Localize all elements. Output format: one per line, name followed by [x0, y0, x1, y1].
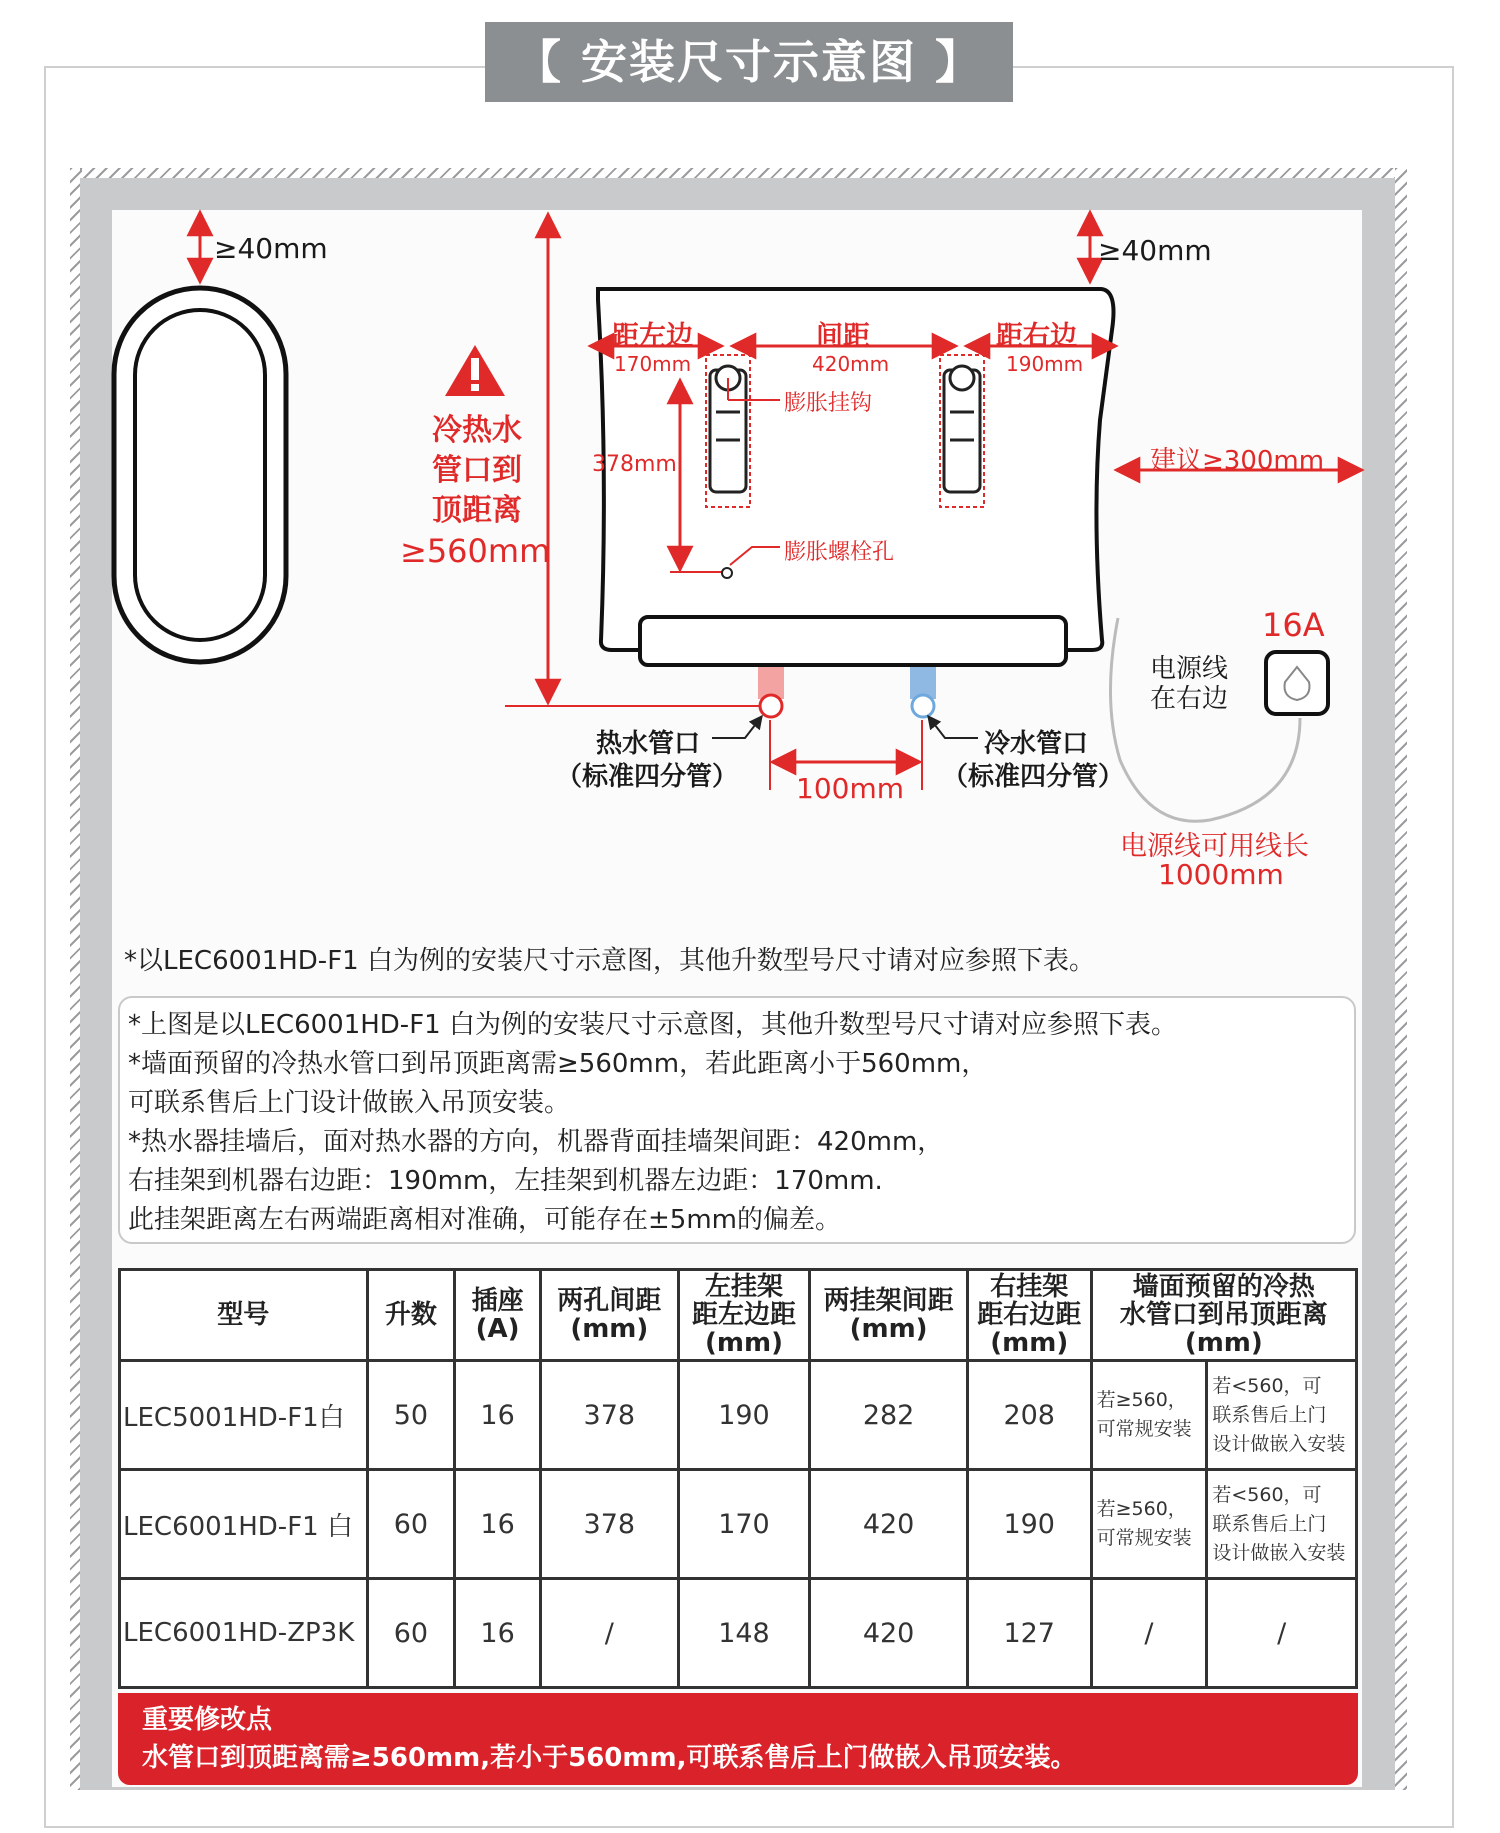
- cell-hanger-spacing: 282: [810, 1361, 968, 1470]
- cell-hole-spacing: 378: [540, 1361, 678, 1470]
- bolt-hole-label: 膨胀螺栓孔: [784, 540, 895, 565]
- pipe-spacing: 100mm: [796, 772, 904, 805]
- power-cord-side-2: 在右边: [1150, 684, 1229, 714]
- cell-left: 148: [678, 1579, 810, 1688]
- header-liters: 升数: [367, 1270, 455, 1361]
- note-line: *墙面预留的冷热水管口到吊顶距离需≥560mm，若此距离小于560mm，: [128, 1049, 988, 1079]
- cell-right: 190: [967, 1470, 1091, 1579]
- clearance-top-left: ≥40mm: [214, 232, 328, 265]
- cell-left: 190: [678, 1361, 810, 1470]
- cell-model: LEC5001HD-F1白: [120, 1361, 368, 1470]
- right-margin-value: 190mm: [1006, 352, 1084, 376]
- cell-hanger-spacing: 420: [810, 1470, 968, 1579]
- socket-rating: 16A: [1262, 606, 1325, 644]
- header-left: 左挂架 距左边距 (mm): [678, 1270, 810, 1361]
- cell-model: LEC6001HD-ZP3K: [120, 1579, 368, 1688]
- header-socket: 插座 (A): [455, 1270, 541, 1361]
- left-margin-value: 170mm: [614, 352, 692, 376]
- cell-socket: 16: [455, 1579, 541, 1688]
- spacing-value: 420mm: [812, 352, 890, 376]
- note-line: 右挂架到机器右边距：190mm，左挂架到机器左边距：170mm.: [128, 1166, 883, 1196]
- hot-pipe-label: 热水管口: [596, 729, 701, 759]
- table-row: [120, 1579, 1357, 1688]
- power-socket: [1266, 652, 1328, 714]
- pipe-ceiling-label-3: 顶距离: [432, 493, 522, 528]
- cell-socket: 16: [455, 1361, 541, 1470]
- diagram-caption: *以LEC6001HD-F1 白为例的安装尺寸示意图，其他升数型号尺寸请对应参照下表。: [124, 946, 1095, 976]
- cell-liters: 50: [367, 1361, 455, 1470]
- header-model: 型号: [120, 1270, 368, 1361]
- header-right: 右挂架 距右边距 (mm): [967, 1270, 1091, 1361]
- cell-ge-560: /: [1091, 1579, 1207, 1688]
- notice-text: 水管口到顶距离需≥560mm,若小于560mm,可联系售后上门做嵌入吊顶安装。: [142, 1743, 1077, 1773]
- cold-pipe-spec: （标准四分管）: [942, 762, 1125, 792]
- cell-hole-spacing: 378: [540, 1470, 678, 1579]
- important-notice: [118, 1693, 1358, 1785]
- notes-box: [118, 996, 1356, 1244]
- spec-table: [118, 1268, 1358, 1689]
- right-hanger: [940, 355, 984, 507]
- power-cord-side-1: 电源线: [1150, 654, 1229, 684]
- hot-pipe-pointer: [712, 716, 762, 738]
- table-row: [120, 1470, 1357, 1579]
- cell-ge-560: 若≥560， 可常规安装: [1091, 1470, 1207, 1579]
- cell-right: 208: [967, 1361, 1091, 1470]
- pipe-ceiling-value: ≥560mm: [400, 532, 551, 570]
- hot-pipe-spec: （标准四分管）: [556, 762, 739, 792]
- side-clearance: 建议≥300mm: [1150, 446, 1325, 476]
- header-ceiling: 墙面预留的冷热 水管口到吊顶距离 (mm): [1091, 1270, 1356, 1361]
- cell-lt-560: 若<560，可 联系售后上门 设计做嵌入安装: [1207, 1361, 1357, 1470]
- page-title: 【 安装尺寸示意图 】: [485, 22, 1013, 102]
- note-line: 可联系售后上门设计做嵌入吊顶安装。: [128, 1088, 571, 1118]
- cell-hanger-spacing: 420: [810, 1579, 968, 1688]
- note-line: *上图是以LEC6001HD-F1 白为例的安装尺寸示意图，其他升数型号尺寸请对应参照下表。: [128, 1010, 1177, 1040]
- left-margin-label: 距左边: [612, 321, 693, 352]
- cold-pipe-label: 冷水管口: [984, 729, 1089, 759]
- vertical-value: 378mm: [592, 452, 677, 477]
- cell-liters: 60: [367, 1470, 455, 1579]
- table-header-row: [120, 1270, 1357, 1361]
- cell-model: LEC6001HD-F1 白: [120, 1470, 368, 1579]
- cord-length-label: 电源线可用线长: [1120, 831, 1309, 862]
- right-margin-label: 距右边: [996, 321, 1077, 352]
- header-hanger-spacing: 两挂架间距 (mm): [810, 1270, 968, 1361]
- header-hole-spacing: 两孔间距 (mm): [540, 1270, 678, 1361]
- cell-liters: 60: [367, 1579, 455, 1688]
- ceiling-vent: [114, 288, 286, 662]
- pipe-ceiling-label-1: 冷热水: [432, 413, 522, 448]
- cell-hole-spacing: /: [540, 1579, 678, 1688]
- spacing-label: 间距: [816, 321, 870, 352]
- cell-ge-560: 若≥560， 可常规安装: [1091, 1361, 1207, 1470]
- pipe-ceiling-label-2: 管口到: [432, 453, 522, 488]
- cord-length-value: 1000mm: [1158, 858, 1284, 891]
- cold-pipe-pointer: [928, 716, 978, 738]
- cell-lt-560: 若<560，可 联系售后上门 设计做嵌入安装: [1207, 1470, 1357, 1579]
- bolt-hole: [722, 568, 732, 578]
- cell-right: 127: [967, 1579, 1091, 1688]
- clearance-top-right: ≥40mm: [1098, 234, 1212, 267]
- warning-icon: [445, 345, 505, 396]
- left-hanger: [706, 355, 750, 507]
- table-row: [120, 1361, 1357, 1470]
- note-line: 此挂架距离左右两端距离相对准确，可能存在±5mm的偏差。: [128, 1205, 841, 1235]
- cell-lt-560: /: [1207, 1579, 1357, 1688]
- notice-title: 重要修改点: [142, 1705, 273, 1735]
- hook-label: 膨胀挂钩: [784, 391, 873, 416]
- note-line: *热水器挂墙后，面对热水器的方向，机器背面挂墙架间距：420mm，: [128, 1127, 944, 1157]
- cell-socket: 16: [455, 1470, 541, 1579]
- cell-left: 170: [678, 1470, 810, 1579]
